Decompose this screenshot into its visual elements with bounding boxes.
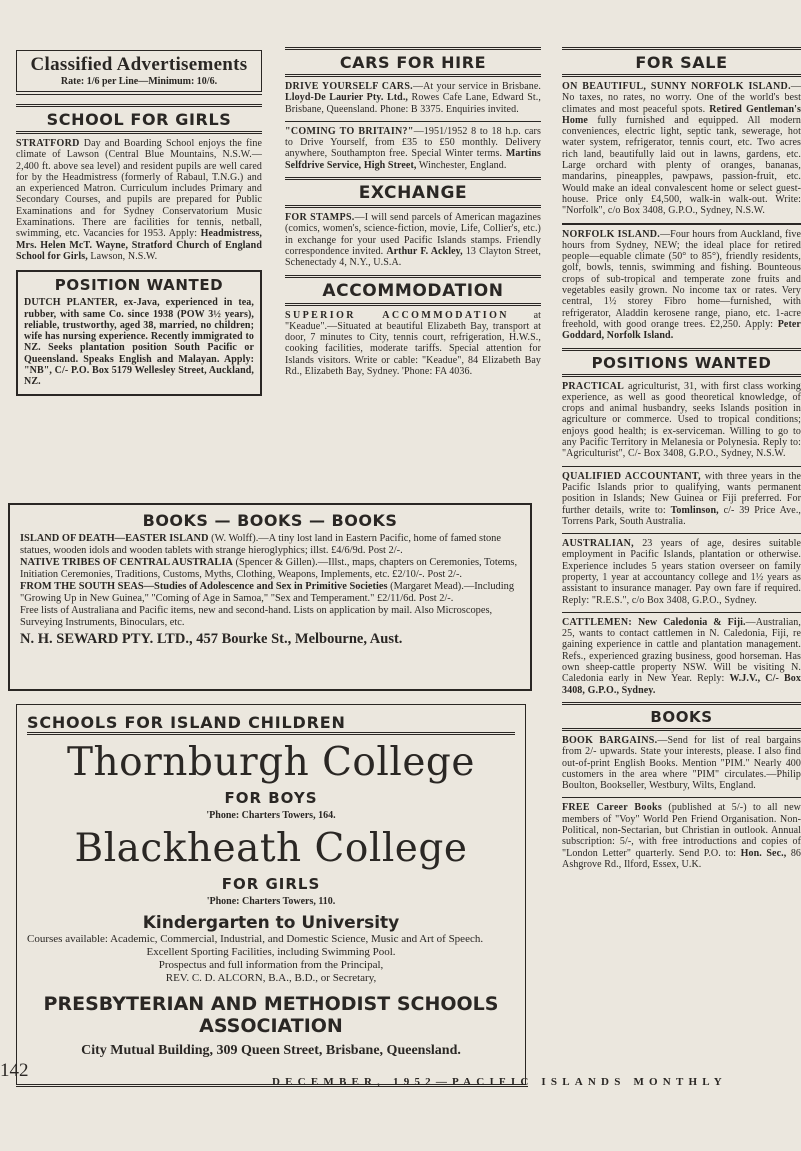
book-item-2 — [20, 557, 520, 581]
sporting-line: Excellent Sporting Facilities, including Swimming Pool. — [146, 946, 396, 958]
courses-text: Academic, Commercial, Industrial, and Domestic Science, Music and Art of Speech. — [110, 933, 484, 945]
book-title: FROM THE SOUTH SEAS—Studies of Adolescence and Sex in Primitive Societies — [20, 581, 388, 592]
association-name: PRESBYTERIAN AND METHODIST SCHOOLS ASSOCIATION — [43, 993, 499, 1037]
ad-lead: SUPERIOR ACCOMMODATION — [285, 309, 509, 321]
books-advert-box — [8, 503, 532, 691]
ad-lead: DRIVE YOURSELF CARS. — [285, 81, 413, 92]
ad-name: Lloyd-De Laurier Pty. Ltd., — [285, 92, 409, 104]
for-sale-ad-2 — [562, 229, 801, 342]
principal-line: REV. C. D. ALCORN, B.A., B.D., or Secretary, — [165, 972, 377, 984]
ad-body: Day and Boarding School enjoys the fine climate of Lawson (Central Blue Mountains, N.S.W.—2,400 ft. above sea level) and resident pupils are well cared for by the Headmistress (formerly of Rabaul, T.N.G.) and an experienced Matron. Curriculum includes Primary and Secondary Courses, and pupils are prepared for Public Examinations and for Sydney Conservatorium Music Examinations. There are facilities for tennis, netball, swimming, etc. Vacancies for 1953. Apply: — [16, 138, 262, 240]
college2-for: FOR GIRLS — [221, 875, 321, 893]
book-description: (W. Wolff).—A tiny lost land in Eastern Pacific, home of famed stone statues, wooden idols and wooden tablets with strange hieroglyphics; illst. £4/6/9d. Post 2/-. — [20, 533, 501, 556]
positions-wanted-ad-1 — [562, 381, 801, 460]
school-for-girls-heading: SCHOOL FOR GIRLS — [16, 104, 262, 134]
ad-tail: fully furnished and equipped. All modern conveniences, electric light, septic tank, sewerage, hot water system, refrigerator, tennis court, etc. Two acres rich land, beautifully laid out in lawns, gardens, etc. Large orchard with plenty of oranges, bananas, mandarins, pineapples, pawpaws, passion-fruit, etc. Would make an ideal convalescent home or select guest-house. Price only £4,500, walk-in walk-out. Write: "Norfolk", c/o Box 3408, G.P.O., Sydney, N.S.W. — [562, 114, 801, 217]
positions-wanted-ad-2 — [562, 471, 801, 527]
ad-body: —At your service in Brisbane. — [412, 81, 541, 92]
ad-lead: PRACTICAL — [562, 380, 625, 392]
ad-body: agriculturist, 31, with first class working experience, as well as good theoretical knowledge, of crops and animal husbandry, seeks Islands position in agriculture or commerce. Used to tropical conditions; enjoys good health; is ex-serviceman. Willing to go to any Pacific Territory in Melanesia or Polynesia. Reply to: "Agriculturist", C/- Box 3408, G.P.O., Sydney, N.S.W. — [562, 380, 801, 460]
college1-for: FOR BOYS — [224, 789, 318, 807]
classified-title: Classified Advertisements — [30, 54, 248, 75]
for-sale-heading: FOR SALE — [562, 47, 801, 77]
divider — [562, 466, 801, 467]
cars-ad-2 — [285, 126, 541, 171]
divider — [562, 612, 801, 613]
classified-rate: Rate: 1/6 per Line—Minimum: 10/6. — [60, 76, 218, 87]
middle-column — [285, 47, 541, 497]
cars-for-hire-heading: CARS FOR HIRE — [285, 47, 541, 77]
books-ad-1 — [562, 735, 801, 791]
divider — [285, 121, 541, 122]
ad-name: Martins Selfdrive Service, High Street, — [285, 148, 541, 171]
college2-name: Blackheath College — [74, 826, 468, 871]
books-heading: BOOKS — [562, 702, 801, 731]
ad-tail: Lawson, N.S.W. — [90, 250, 158, 262]
book-item-1 — [20, 533, 520, 557]
ad-tail: Rowes Cafe Lane, Edward St., Brisbane, Queensland. Phone: B 3375. Enquiries invited. — [285, 92, 541, 115]
ad-body: (published at 5/-) to all new members of "Voy" World Pen Friend Organisation. Non-Political, non-Sectarian, but Christian in outlook. Annual subscription: 5/-, with free introductions and copies of "London Letter" quarterly. Send P.O. to: — [562, 802, 801, 859]
book-item-4: Free lists of Australiana and Pacific items, new and second-hand. Lists on application by mail. Also Microscopes, Surveying Instruments, Binoculars, etc. — [20, 605, 493, 628]
cars-ad-1 — [285, 81, 541, 115]
ad-lead: FREE Career Books — [562, 802, 663, 814]
ad-body: —Australian, 25, wants to contact cattlemen in N. Caledonia, Fiji, re gaining experience in cattle and plantation management. Refs., experienced grazing business, good horseman. Has own sheep-cattle property NSW. Will be visiting N. Caledonia early in New Year. Reply: — [562, 616, 801, 685]
ad-name: Arthur F. Ackley, — [386, 245, 463, 257]
divider — [562, 533, 801, 534]
classified-header — [16, 50, 262, 92]
ad-body: with three years in the Pacific Islands prior to qualifying, wants permanent position in Islands; New Guinea or Fiji preferred. For further details, write to: — [562, 470, 801, 516]
prospectus-line: Prospectus and full information from the Principal, — [158, 959, 384, 971]
ad-contact: Headmistress, Mrs. Helen McT. Wayne, Stratford Church of England School for Girls, — [16, 228, 262, 262]
book-title: NATIVE TRIBES OF CENTRAL AUSTRALIA — [20, 557, 233, 568]
ad-lead: STRATFORD — [16, 138, 80, 149]
left-column — [16, 50, 262, 490]
book-description: (Margaret Mead).—Including "Growing Up in New Guinea," "Coming of Age in Samoa," "Sex and Temperament." £2/11/6d. Post 2/-. — [20, 581, 515, 604]
ad-lead: ON BEAUTIFUL, SUNNY NORFOLK ISLAND. — [562, 81, 791, 92]
ad-body: —No taxes, no rates, no worry. One of the world's best climates and most peaceful spots. — [562, 81, 801, 115]
ad-lead: "COMING TO BRITAIN?" — [285, 125, 414, 137]
ad-name: New Caledonia & Fiji. — [637, 616, 746, 628]
divider — [562, 223, 801, 225]
ad-lead: FOR STAMPS. — [285, 212, 355, 224]
position-wanted-box — [16, 270, 262, 395]
book-description: (Spencer & Gillen).—Illst., maps, chapters on Ceremonies, Totems, Initiation Ceremonies, Traditions, Customs, Myths, Clothing, Weapons, Implements, etc. £2/10/-. Post 2/-. — [20, 557, 518, 580]
ad-body: —Send for list of real bargains from 2/- upwards. State your interests, please. I also find out-of-print English Books. Mention "PIM." Nearly 400 customers in the area where "PIM" circulates.—Philip Boulton, Bookseller, Westbury, Wilts, England. — [562, 734, 801, 792]
books-box-footer: N. H. SEWARD PTY. LTD., 457 Bourke St., Melbourne, Aust. — [20, 631, 403, 647]
ad-body: at "Keadue".—Situated at beautiful Elizabeth Bay, transport at door, 7 minutes to City, tennis court, refrigeration, H.W.S., cooking facilities, moderate tariffs. Special attention for Islands visitors. Write or cable: "Keadue", 84 Elizabeth Bay Rd., Elizabeth Bay, Sydney. 'Phone: FA 4036. — [285, 309, 541, 378]
ad-body: —I will send parcels of American magazines (comics, women's, science-fiction, movie, Life, Collier's, etc.) in exchange for your used Pacific Islands stamps. Friendly correspondence invited. — [285, 212, 541, 257]
book-title: ISLAND OF DEATH—EASTER ISLAND — [20, 533, 209, 544]
ad-lead: QUALIFIED ACCOUNTANT, — [562, 470, 701, 482]
page-number: 142 — [0, 1060, 29, 1081]
divider — [562, 797, 801, 798]
courses-label: Courses available: — [27, 933, 108, 945]
ad-name: Tomlinson, — [670, 504, 719, 516]
ad-tail: 86 Ashgrove Rd., Ilford, Essex, U.K. — [562, 847, 801, 870]
ad-tail: Winchester, England. — [418, 159, 507, 171]
positions-wanted-ad-4 — [562, 617, 801, 696]
books-ad-2 — [562, 802, 801, 870]
ad-body: 23 years of age, desires suitable employment in Pacific Islands, plantation or otherwise. Experience includes 5 years station overseer on family property, 1 year at accountancy college and 1½ years as assistant to insurance manager. Pay own fare if required. Reply: "R.E.S.", c/o Box 3408, G.P.O., Sydney. — [562, 538, 801, 606]
ad-tail: 13 Clayton Street, Schenectady 4, N.Y., U.S.A. — [285, 245, 541, 269]
for-sale-ad-1 — [562, 81, 801, 217]
ad-name: Retired Gentleman's Home — [562, 103, 801, 126]
positions-wanted-ad-3 — [562, 538, 801, 606]
ad-lead: AUSTRALIAN, — [562, 538, 634, 550]
schools-box-heading: SCHOOLS FOR ISLAND CHILDREN — [27, 713, 515, 735]
ad-tail: c/- 39 Price Ave., Torrens Park, South Australia. — [562, 504, 801, 527]
college2-phone: 'Phone: Charters Towers, 110. — [206, 896, 336, 907]
college1-name: Thornburgh College — [67, 740, 475, 785]
page-footer: DECEMBER, 1952—PACIFIC ISLANDS MONTHLY — [272, 1076, 727, 1088]
ad-lead: BOOK BARGAINS. — [562, 734, 658, 746]
books-box-heading: BOOKS — BOOKS — BOOKS — [142, 511, 398, 530]
position-wanted-heading: POSITION WANTED — [54, 276, 224, 295]
school-for-girls-ad — [16, 138, 262, 262]
kindergarten-line: Kindergarten to University — [142, 913, 400, 933]
exchange-heading: EXCHANGE — [285, 177, 541, 208]
ad-lead: NORFOLK ISLAND. — [562, 228, 661, 240]
position-wanted-ad: DUTCH PLANTER, ex-Java, experienced in tea, rubber, with same Co. since 1938 (POW 3½ years), reliable, trustworthy, aged 38, married, no children; wife has nursing experience. Recently immigrated to NZ. Seeks plantation position South Pacific or Queensland. Speaks English and Malayan. Apply: "NB", C/- P.O. Box 5179 Wellesley Street, Auckland, NZ. — [24, 297, 254, 388]
association-address: City Mutual Building, 309 Queen Street, Brisbane, Queensland. — [81, 1043, 461, 1058]
exchange-ad — [285, 212, 541, 268]
ad-lead: CATTLEMEN: — [562, 616, 633, 628]
ad-body: —Four hours from Auckland, five hours from Sydney, NEW; the ideal place for retired people—equable climate (50° to 85°), friendly residents, golf, bowls, tennis, swimming and fishing. Bounteous crops of sub-tropical and temperate zone fruits and vegetables easily grown. No income tax or rates. Very central, 1½ storey Fibro home—furnished, with refrigerator, Aladdin kerosene range, piano, etc. 1-acre freehold, with good orange trees. £2,250. Apply: — [562, 228, 801, 330]
college1-phone: 'Phone: Charters Towers, 164. — [206, 810, 336, 821]
schools-advert-box — [16, 704, 526, 1085]
ad-tail: W.J.V., C/- Box 3408, G.P.O., Sydney. — [562, 673, 801, 696]
book-item-3 — [20, 581, 520, 605]
accommodation-heading: ACCOMMODATION — [285, 275, 541, 306]
ad-name: Peter Goddard, Norfolk Island. — [562, 318, 801, 342]
right-column — [562, 47, 801, 1077]
courses-line — [27, 933, 515, 946]
positions-wanted-heading: POSITIONS WANTED — [562, 348, 801, 377]
ad-name: Hon. Sec., — [740, 847, 787, 859]
ad-body: —1951/1952 8 to 18 h.p. cars to Drive Yourself, from £35 to £50 monthly. Delivery anywhere, Southampton free. Special Winter terms. — [285, 125, 541, 160]
accommodation-ad — [285, 310, 541, 378]
